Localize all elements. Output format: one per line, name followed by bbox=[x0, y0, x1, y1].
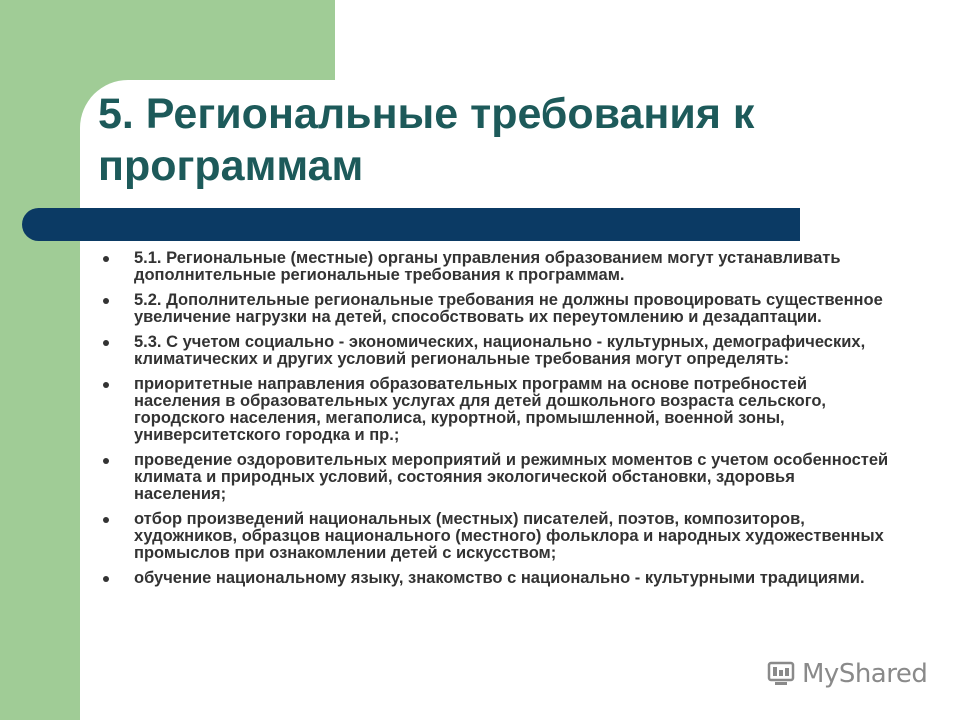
bullet-text: 5.1. Региональные (местные) органы управления образованием могут устанавливать дополнительные региональные требования к программам. bbox=[134, 249, 841, 284]
presentation-board-icon bbox=[766, 659, 796, 689]
bullet-item-5-2 bbox=[100, 292, 890, 326]
bullet-item-5-1 bbox=[100, 250, 890, 284]
bullet-item-5-3 bbox=[100, 334, 890, 368]
bullet-item-culture bbox=[100, 511, 890, 562]
watermark-logo bbox=[766, 654, 927, 694]
bullet-item-health bbox=[100, 452, 890, 503]
bullet-text: отбор произведений национальных (местных) писателей, поэтов, композиторов, художников, образцов национального (местного) фольклора и народных художественных промыслов при ознакомлении детей с искусством; bbox=[134, 510, 884, 562]
bullet-dot-icon bbox=[103, 458, 109, 464]
bullet-dot-icon bbox=[103, 382, 109, 388]
bullet-text: 5.2. Дополнительные региональные требования не должны провоцировать существенное увеличение нагрузки на детей, способствовать их переутомлению и дезадаптации. bbox=[134, 291, 883, 326]
bullet-text: проведение оздоровительных мероприятий и режимных моментов с учетом особенностей климата и природных условий, состояния экологической обстановки, здоровья населения; bbox=[134, 451, 889, 503]
bullet-item-priorities bbox=[100, 376, 890, 444]
bullet-list bbox=[100, 250, 890, 595]
watermark-text: MyShared bbox=[802, 659, 928, 689]
bullet-dot-icon bbox=[103, 517, 109, 523]
bullet-text: обучение национальному языку, знакомство с национально - культурными традициями. bbox=[134, 569, 865, 587]
bullet-dot-icon bbox=[103, 298, 109, 304]
side-color-strip bbox=[0, 0, 80, 720]
bullet-text: 5.3. С учетом социально - экономических, национально - культурных, демографических, климатических и других условий региональные требования могут определять: bbox=[134, 333, 866, 368]
bullet-item-language bbox=[100, 570, 890, 587]
title-underline-bar bbox=[22, 208, 800, 241]
bullet-dot-icon bbox=[103, 340, 109, 346]
slide-title: 5. Региональные требования к программам bbox=[98, 90, 755, 190]
bullet-text: приоритетные направления образовательных программ на основе потребностей населения в образовательных услугах для детей дошкольного возраста сельского, городского населения, мегаполиса, курортной, промышленной, военной зоны, университетского городка и пр.; bbox=[134, 375, 827, 444]
bullet-dot-icon bbox=[103, 576, 109, 582]
bullet-dot-icon bbox=[103, 256, 109, 262]
